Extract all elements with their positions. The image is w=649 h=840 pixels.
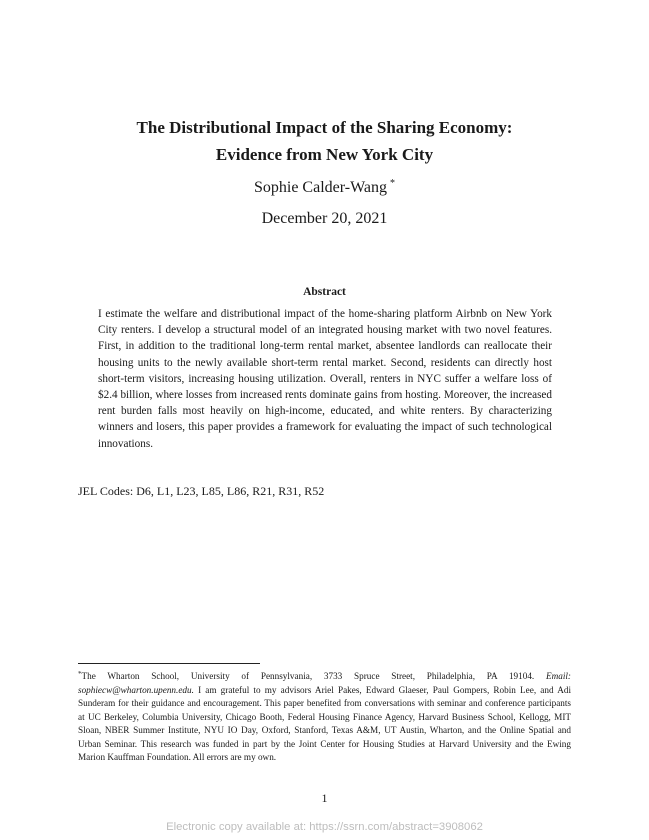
title-line-2: Evidence from New York City xyxy=(215,145,434,164)
ssrn-banner[interactable]: Electronic copy available at: https://ssrn.com/abstract=3908062 xyxy=(166,821,483,833)
footnote-divider xyxy=(78,663,260,664)
author-name: Sophie Calder-Wang xyxy=(253,179,388,196)
paper-date: December 20, 2021 xyxy=(261,210,388,227)
abstract-text: I estimate the welfare and distributional impact of the home-sharing platform Airbnb on New York City renters. I develop a structural model of an integrated housing market with two novel features. First, in addition to the traditional long-term rental market, absentee landlords can reallocate their housing units to the newly available short-term rental market. Second, residents can directly host short-term visitors, increasing housing utilization. Overall, renters in NYC suffer a welfare loss of $2.4 billion, where losses from increased rents dominate gains from hosting. Moreover, the increased rent burden falls most heavily on high-income, educated, and white renters. By characterizing winners and losers, this paper provides a framework for evaluating the impact of such technological innovations. xyxy=(98,308,552,450)
page-number: 1 xyxy=(321,791,328,805)
footnote-mark: * xyxy=(78,670,82,678)
abstract-heading: Abstract xyxy=(303,286,346,298)
title-line-1: The Distributional Impact of the Sharing Economy: xyxy=(136,118,513,137)
footnote-email-label: Email: xyxy=(545,671,571,681)
footnote-email[interactable]: sophiecw@wharton.upenn.edu. xyxy=(78,684,194,695)
footnote-affiliation: The Wharton School, University of Pennsylvania, 3733 Spruce Street, Philadelphia, PA 19104. xyxy=(81,671,535,681)
paper-title xyxy=(80,114,569,168)
author-line xyxy=(80,178,569,197)
footnote-acknowledgements: I am grateful to my advisors Ariel Pakes, Edward Glaeser, Paul Gompers, Robin Lee, and Adi Sunderam for their guidance and encouragement. This paper benefited from conversations with seminar and conference participants at UC Berkeley, Columbia University, Chicago Booth, Federal Housing Finance Agency, Harvard Business School, Kellogg, MIT Sloan, NBER Summer Institute, NYU IO Day, Oxford, Stanford, Texas A&M, UT Austin, Wharton, and the Online Spatial and Urban Seminar. This research was funded in part by the Joint Center for Housing Studies at Harvard University and the Ewing Marion Kauffman Foundation. All errors are my own. xyxy=(78,684,571,762)
footnote xyxy=(78,668,571,765)
jel-codes: JEL Codes: D6, L1, L23, L85, L86, R21, R31, R52 xyxy=(78,484,325,498)
author-footnote-mark[interactable]: * xyxy=(390,178,396,189)
